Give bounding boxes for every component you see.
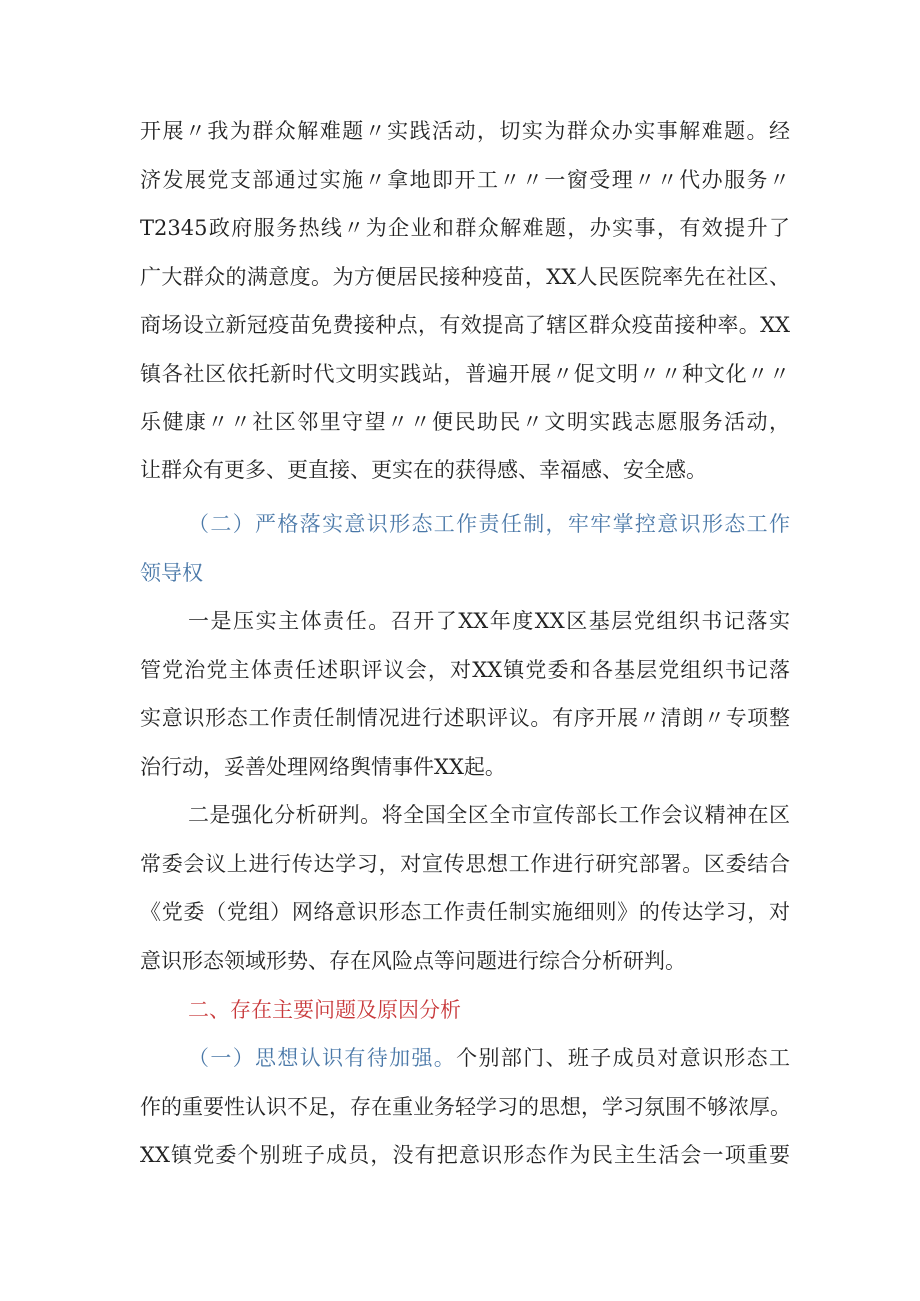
paragraph-line: 管党治党主体责任述职评议会，对XX镇党委和各基层党组织书记落 bbox=[140, 658, 790, 682]
paragraph-line: 《党委（党组）网络意识形态工作责任制实施细则》的传达学习，对 bbox=[140, 900, 790, 924]
paragraph-line: 开展〃我为群众解难题〃实践活动，切实为群众办实事解难题。经 bbox=[140, 119, 790, 143]
paragraph-line: T2345政府服务热线〃为企业和群众解难题，办实事，有效提升了 bbox=[140, 216, 790, 240]
paragraph-line: XX镇党委个别班子成员，没有把意识形态作为民主生活会一项重要 bbox=[140, 1143, 790, 1167]
section-heading: 二、存在主要问题及原因分析 bbox=[188, 998, 461, 1022]
paragraph-line: 广大群众的满意度。为方便居民接种疫苗，XX人民医院率先在社区、 bbox=[140, 265, 790, 289]
paragraph-line: 镇各社区依托新时代文明实践站，普遍开展〃促文明〃〃种文化〃〃 bbox=[140, 362, 790, 386]
paragraph-line: 意识形态领域形势、存在风险点等问题进行综合分析研判。 bbox=[140, 949, 686, 973]
sub-heading-line: 领导权 bbox=[140, 561, 203, 585]
paragraph-line: 乐健康〃〃社区邻里守望〃〃便民助民〃文明实践志愿服务活动， bbox=[140, 410, 790, 434]
paragraph-text: 个别部门、班子成员对意识形态工 bbox=[456, 1046, 791, 1070]
paragraph-line: 济发展党支部通过实施〃拿地即开工〃〃一窗受理〃〃代办服务〃 bbox=[140, 168, 790, 192]
paragraph-line: 治行动，妥善处理网络舆情事件XX起。 bbox=[140, 755, 506, 779]
sub-heading-line: （二）严格落实意识形态工作责任制，牢牢掌控意识形态工作 bbox=[188, 512, 790, 536]
paragraph-line: 一是压实主体责任。召开了XX年度XX区基层党组织书记落实 bbox=[188, 609, 790, 633]
paragraph-line: 二是强化分析研判。将全国全区全市宣传部长工作会议精神在区 bbox=[188, 803, 790, 827]
paragraph-line: 常委会议上进行传达学习，对宣传思想工作进行研究部署。区委结合 bbox=[140, 852, 790, 876]
paragraph-line: 实意识形态工作责任制情况进行述职评议。有序开展〃清朗〃专项整 bbox=[140, 706, 790, 730]
paragraph-line: 商场设立新冠疫苗免费接种点，有效提高了辖区群众疫苗接种率。XX bbox=[140, 313, 790, 337]
paragraph-line bbox=[188, 1043, 790, 1073]
inline-sub-heading: （一）思想认识有待加强。 bbox=[188, 1046, 457, 1070]
paragraph-line: 作的重要性认识不足，存在重业务轻学习的思想，学习氛围不够浓厚。 bbox=[140, 1095, 791, 1119]
paragraph-line: 让群众有更多、更直接、更实在的获得感、幸福感、安全感。 bbox=[140, 458, 707, 482]
